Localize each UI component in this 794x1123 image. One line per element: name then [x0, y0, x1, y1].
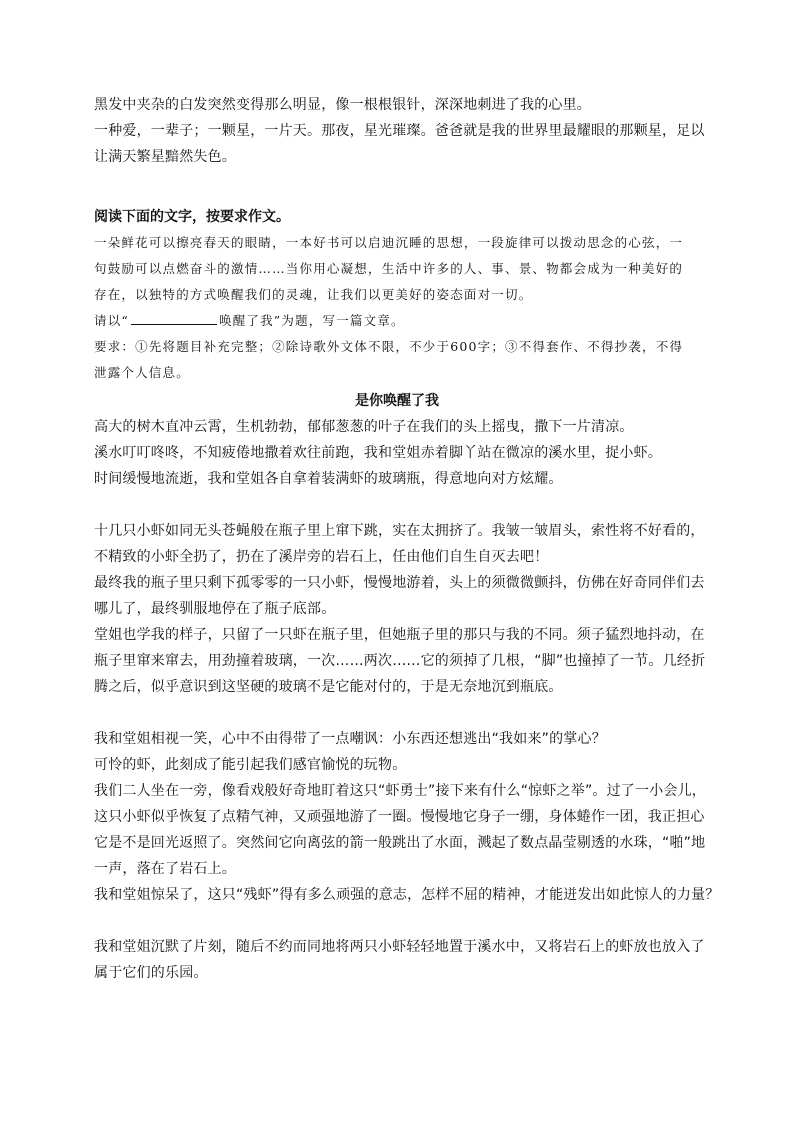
essay-line: 高大的树木直冲云霄，生机勃勃，郁郁葱葱的叶子在我们的头上摇曳，撒下一片清凉。: [94, 419, 634, 435]
prompt-line: 存在，以独特的方式唤醒我们的灵魂，让我们以更美好的姿态面对一切。: [94, 287, 533, 302]
essay-line: 它是不是回光返照了。突然间它向离弦的箭一般跳出了水面，溅起了数点晶莹剔透的水珠，“啪”地: [94, 835, 706, 851]
essay-line: 我和堂姐相视一笑，心中不由得带了一点嘲讽：小东西还想逃出“我如来”的掌心？: [94, 731, 606, 747]
essay-line: 我和堂姐沉默了片刻，随后不约而同地将两只小虾轻轻地置于溪水中，又将岩石上的虾放也放入了: [94, 939, 705, 955]
spacer: [94, 170, 700, 196]
essay-line: 我和堂姐惊呆了，这只“残虾”得有多么顽强的意志，怎样不屈的精神，才能迸发出如此惊人的力量？: [94, 887, 720, 903]
spacer: [94, 492, 700, 518]
requirement-line: 要求：①先将题目补充完整；②除诗歌外文体不限，不少于600字；③不得套作、不得抄袭，不得: [94, 339, 684, 354]
essay-paragraph: [94, 934, 705, 986]
intro-line: 让满天繁星黯然失色。: [94, 149, 236, 165]
essay-line: 时间缓慢地流逝，我和堂姐各自拿着装满虾的玻璃瓶，得意地向对方炫耀。: [94, 471, 563, 487]
essay-line: 瓶子里窜来窜去，用劲撞着玻璃，一次……两次……它的须掉了几根，“脚”也撞掉了一节。几经折: [94, 653, 706, 669]
essay-line: 一声，落在了岩石上。: [94, 861, 236, 877]
writing-task: [94, 204, 700, 386]
spacer: [94, 908, 700, 934]
essay-line: 可怜的虾，此刻成了能引起我们感官愉悦的玩物。: [94, 757, 407, 773]
intro-line: 黑发中夹杂的白发突然变得那么明显，像一根根银针，深深地刺进了我的心里。: [94, 97, 591, 113]
essay-line: 最终我的瓶子里只剩下孤零零的一只小虾，慢慢地游着，头上的须微微颤抖，仿佛在好奇同伴们去: [94, 575, 705, 591]
instruction-suffix: 唤醒了我”为题，写一篇文章。: [219, 313, 405, 328]
essay-line: 腾之后，似乎意识到这坚硬的玻璃不是它能对付的，于是无奈地沉到瓶底。: [94, 679, 563, 695]
essay-paragraph: [94, 518, 706, 700]
title-blank: [131, 310, 217, 325]
essay-line: 我们二人坐在一旁，像看戏般好奇地盯着这只“虾勇士”接下来有什么“惊虾之举”。过了一小会儿，: [94, 783, 707, 799]
essay-title: 是你唤醒了我: [355, 393, 439, 409]
prompt-line: 一朵鲜花可以擦亮春天的眼睛，一本好书可以启迪沉睡的思想，一段旋律可以拨动思念的心弦，一: [94, 235, 684, 250]
intro-line: 一种爱，一辈子；一颗星，一片天。那夜，星光璀璨。爸爸就是我的世界里最耀眼的那颗星，足以: [94, 123, 705, 139]
essay-line: 这只小虾似乎恢复了点精气神，又顽强地游了一圈。慢慢地它身子一绷，身体蜷作一团，我正担心: [94, 809, 705, 825]
task-instruction: [94, 308, 700, 334]
document-page: [94, 92, 720, 986]
instruction-prefix: 请以“: [94, 313, 129, 328]
requirement-line: 泄露个人信息。: [94, 365, 190, 380]
essay-line: 十几只小虾如同无头苍蝇般在瓶子里上窜下跳，实在太拥挤了。我皱一皱眉头，索性将不好看的，: [94, 523, 705, 539]
essay-line: 堂姐也学我的样子，只留了一只虾在瓶子里，但她瓶子里的那只与我的不同。须子猛烈地抖动，在: [94, 627, 705, 643]
essay-line: 属于它们的乐园。: [94, 965, 208, 981]
intro-section: [94, 92, 705, 170]
task-heading: 阅读下面的文字，按要求作文。: [94, 209, 290, 225]
essay: [94, 388, 720, 986]
essay-paragraph: [94, 414, 700, 492]
essay-line: 不精致的小虾全扔了，扔在了溪岸旁的岩石上，任由他们自生自灭去吧！: [94, 549, 549, 565]
prompt-line: 句鼓励可以点燃奋斗的激情……当你用心凝想，生活中许多的人、事、景、物都会成为一种美好的: [94, 261, 684, 276]
essay-line: 哪儿了，最终驯服地停在了瓶子底部。: [94, 601, 336, 617]
essay-line: 溪水叮叮咚咚，不知疲倦地撒着欢往前跑，我和堂姐赤着脚丫站在微凉的溪水里，捉小虾。: [94, 445, 662, 461]
spacer: [94, 700, 700, 726]
essay-paragraph: [94, 726, 720, 908]
